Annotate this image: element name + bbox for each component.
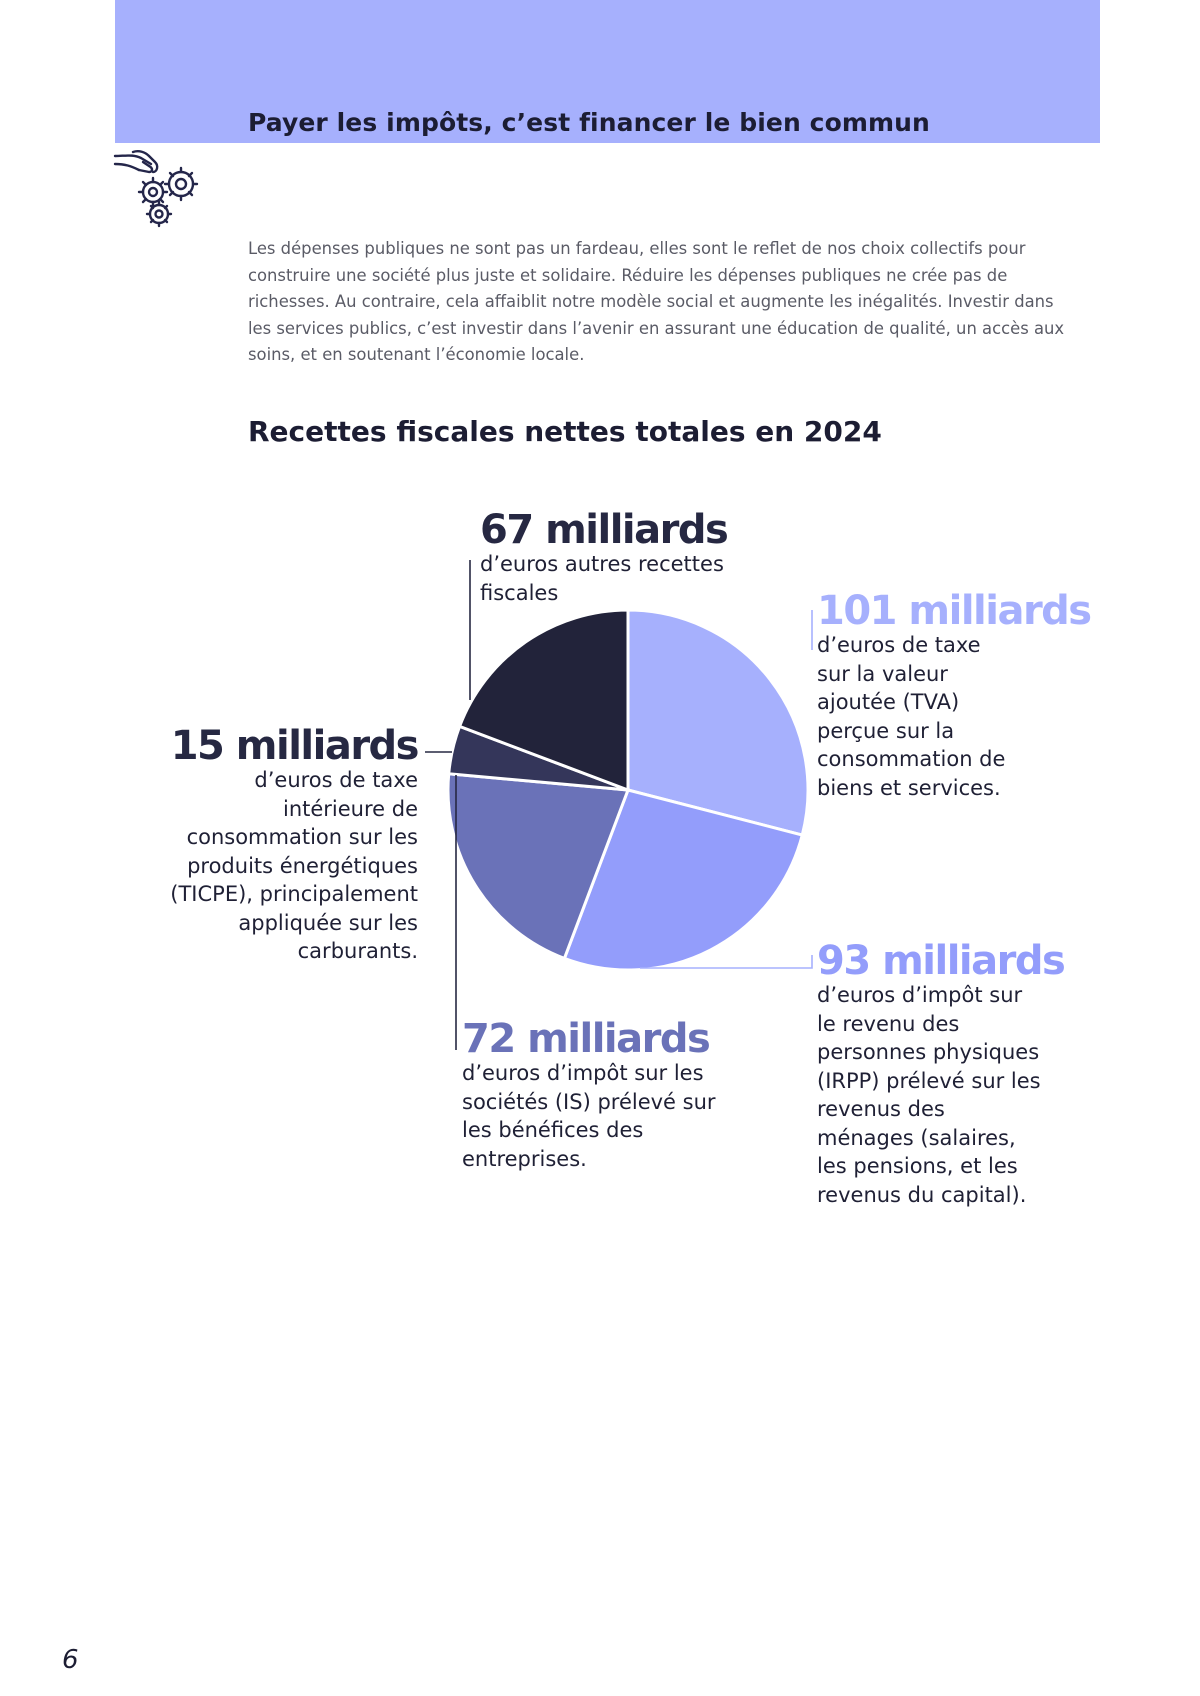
label-other-description: d’euros autres recettes fiscales (480, 552, 724, 605)
label-irpp-description: d’euros d’impôt sur le revenu des personnes physiques (IRPP) prélevé sur les revenus des ménages (salaires, les pensions, et les revenus du capital). (817, 983, 1041, 1207)
intro-paragraph: Les dépenses publiques ne sont pas un fardeau, elles sont le reflet de nos choix collectifs pour construire une société plus juste et solidaire. Réduire les dépenses publiques ne crée pas de richesses. Au contraire, cela affaiblit notre modèle social et augmente les inégalités. Investir dans les services publics, c’est investir dans l’avenir en assurant une éducation de qualité, un accès aux soins, et en soutenant l’économie locale. (248, 239, 1065, 364)
label-tva-description: d’euros de taxe sur la valeur ajoutée (TVA) perçue sur la consommation de biens et services. (817, 633, 1006, 800)
label-irpp (817, 938, 1065, 1209)
label-other-amount: 67 milliards (480, 507, 728, 553)
page-number: 6 (62, 1645, 79, 1675)
label-irpp-amount: 93 milliards (817, 938, 1065, 984)
label-ticpe-amount: 15 milliards (170, 723, 418, 769)
label-is-description: d’euros d’impôt sur les sociétés (IS) prélevé sur les bénéfices des entreprises. (462, 1061, 716, 1171)
page-title: Payer les impôts, c’est financer le bien commun (248, 108, 930, 137)
label-is (462, 1016, 742, 1173)
label-other (480, 507, 740, 607)
label-ticpe-description: d’euros de taxe intérieure de consommation sur les produits énergétiques (TICPE), principalement appliquée sur les carburants. (170, 768, 418, 963)
label-tva (817, 588, 1091, 802)
label-tva-amount: 101 milliards (817, 588, 1091, 634)
chart-title: Recettes fiscales nettes totales en 2024 (248, 415, 882, 448)
label-is-amount: 72 milliards (462, 1016, 710, 1062)
label-ticpe (160, 723, 418, 966)
